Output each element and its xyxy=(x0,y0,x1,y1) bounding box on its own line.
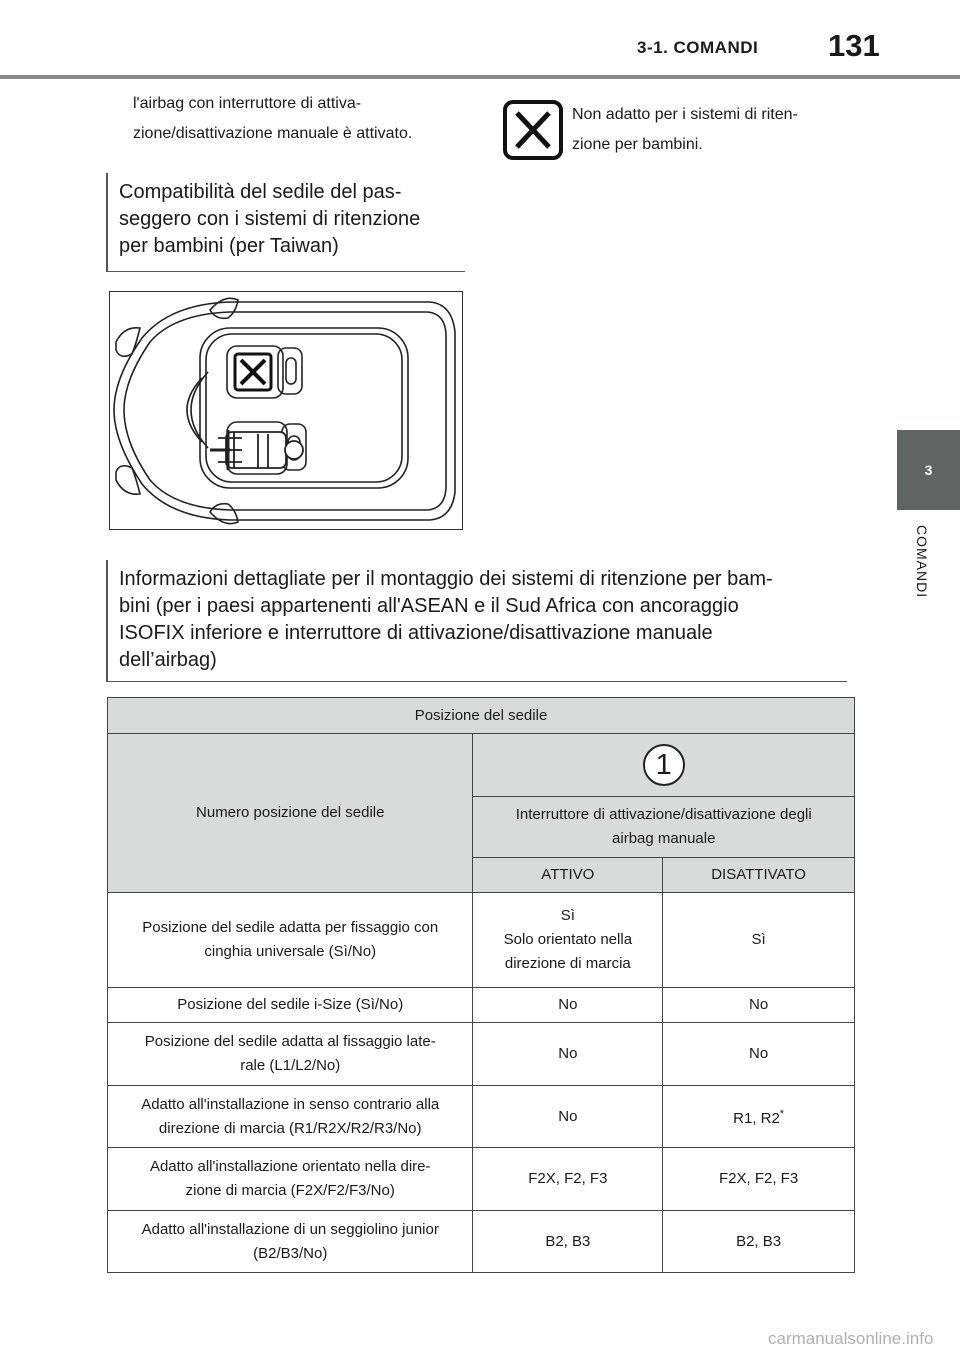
child-seat-icon xyxy=(210,430,303,470)
row-on-value: F2X, F2, F3 xyxy=(473,1148,663,1211)
row-on-value: No xyxy=(473,988,663,1023)
table-row xyxy=(108,1023,855,1086)
header-on: ATTIVO xyxy=(473,858,663,893)
row-label: Adatto all'installazione di un seggiolino junior (B2/B3/No) xyxy=(108,1211,473,1273)
row-on-value: No xyxy=(473,1023,663,1086)
page-number: 131 xyxy=(828,28,880,63)
chapter-label: COMANDI xyxy=(914,525,930,599)
table-header-row xyxy=(108,698,855,734)
footnote-marker: * xyxy=(779,1108,785,1120)
row-off-value: No xyxy=(663,1023,855,1086)
intro-right-text: Non adatto per i sistemi di riten- zione per bambini. xyxy=(572,106,798,153)
table-row xyxy=(108,1211,855,1273)
seat-compatibility-table xyxy=(107,697,855,1273)
row-label: Posizione del sedile adatta al fissaggio late- rale (L1/L2/No) xyxy=(108,1023,473,1086)
header-seat-number: Numero posizione del sedile xyxy=(108,734,473,893)
table-row xyxy=(108,893,855,988)
row-label: Adatto all'installazione orientato nella dire- zione di marcia (F2X/F2/F3/No) xyxy=(108,1148,473,1211)
row-label: Posizione del sedile i-Size (Sì/No) xyxy=(108,988,473,1023)
subheading-asean: Informazioni dettagliate per il montaggio dei sistemi di ritenzione per bam- bini (per i paesi appartenenti all'ASEAN e il Sud Africa con ancoraggio ISOFIX inferiore e interruttore di attivazione/disattivazione manuale dell’airbag) xyxy=(106,560,847,682)
seat-cross-icon xyxy=(235,354,271,390)
row-on-value: No xyxy=(473,1086,663,1148)
header-rule xyxy=(0,75,960,79)
row-label: Adatto all'installazione in senso contrario alla direzione di marcia (R1/R2X/R2/R3/No) xyxy=(108,1086,473,1148)
car-top-view-diagram xyxy=(109,291,463,530)
seat-number-badge: 1 xyxy=(643,744,685,786)
cross-box-icon xyxy=(503,100,563,160)
table-row xyxy=(108,1086,855,1148)
section-title: 3-1. COMANDI xyxy=(637,38,759,57)
row-label: Posizione del sedile adatta per fissaggio con cinghia universale (Sì/No) xyxy=(108,893,473,988)
row-on-value: B2, B3 xyxy=(473,1211,663,1273)
row-off-value: F2X, F2, F3 xyxy=(663,1148,855,1211)
subheading-taiwan: Compatibilità del sedile del pas- seggero con i sistemi di ritenzione per bambini (per Taiwan) xyxy=(106,173,465,272)
header-off: DISATTIVATO xyxy=(663,858,855,893)
table-row xyxy=(108,988,855,1023)
chapter-tab[interactable] xyxy=(897,430,960,510)
row-off-value: B2, B3 xyxy=(663,1211,855,1273)
watermark: carmanualsonline.info xyxy=(768,1329,934,1348)
intro-left-text: l'airbag con interruttore di attiva- zione/disattivazione manuale è attivato. xyxy=(133,95,413,142)
chapter-number: 3 xyxy=(924,462,933,478)
table-row xyxy=(108,1148,855,1211)
header-seat-position: Posizione del sedile xyxy=(108,698,855,734)
row-off-value: No xyxy=(663,988,855,1023)
row-on-value: Sì Solo orientato nella direzione di marcia xyxy=(473,893,663,988)
row-off-value: R1, R2* xyxy=(663,1086,855,1148)
header-switch: Interruttore di attivazione/disattivazione degli airbag manuale xyxy=(473,797,855,858)
seat-number-cell xyxy=(473,734,855,797)
row-off-value: Sì xyxy=(663,893,855,988)
